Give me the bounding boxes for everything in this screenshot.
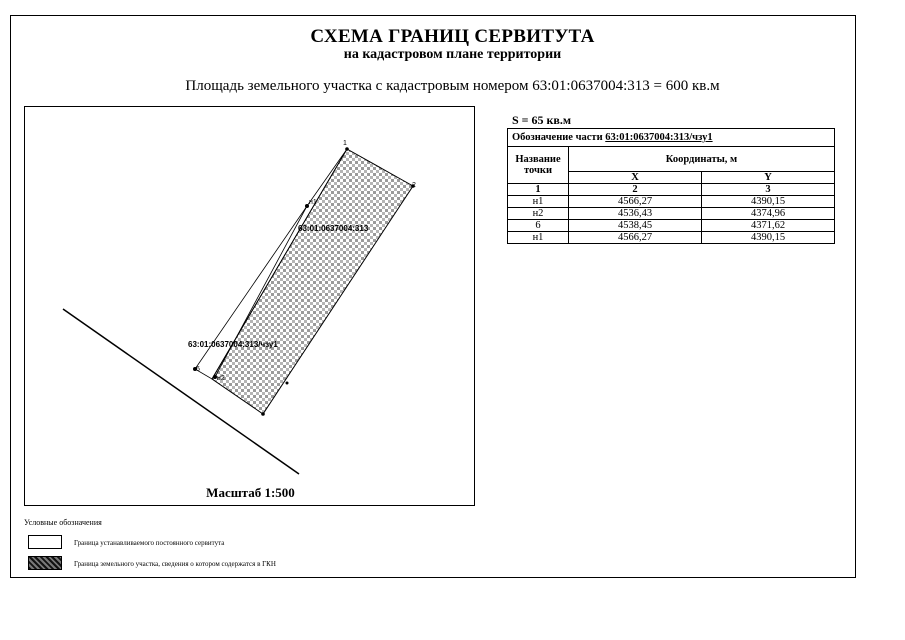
legend-swatch-servitude xyxy=(28,535,62,549)
legend-item-parcel: Граница земельного участка, сведения о котором содержатся в ГКН xyxy=(74,560,276,568)
cell-x: 4538,45 xyxy=(569,220,702,232)
point-label-n2: н2 xyxy=(217,375,225,382)
cadastral-map xyxy=(24,106,475,506)
document-subtitle: на кадастровом плане территории xyxy=(343,47,562,62)
point-label-6: 6 xyxy=(196,366,200,373)
cell-x: 4566,27 xyxy=(569,196,702,208)
point-label-n1: н1 xyxy=(309,199,317,206)
table-header-row xyxy=(508,147,835,172)
cell-y: 4390,15 xyxy=(702,196,835,208)
col-header-coords: Координаты, м xyxy=(569,147,835,172)
parcel-polygon xyxy=(212,149,413,414)
point-label-2: 2 xyxy=(412,182,416,189)
table-row xyxy=(508,232,835,244)
cell-x: 4566,27 xyxy=(569,232,702,244)
caption-prefix: Обозначение части xyxy=(512,132,603,143)
parcel-cadastral-label: 63:01:0637004:313 xyxy=(298,224,369,233)
point-corner xyxy=(261,412,265,416)
point-1 xyxy=(345,147,349,151)
col-header-y: Y xyxy=(702,172,835,184)
cell-y: 4374,96 xyxy=(702,208,835,220)
legend-item-servitude: Граница устанавливаемого постоянного сервитута xyxy=(74,539,225,547)
cell-point: 6 xyxy=(508,220,569,232)
table-numbering-row xyxy=(508,184,835,196)
col-header-name: Название точки xyxy=(508,147,569,184)
servitude-area: S = 65 кв.м xyxy=(512,113,572,127)
servitude-cadastral-label: 63:01:0637004:313/чзу1 xyxy=(188,340,278,349)
table-row xyxy=(508,220,835,232)
col-num-1: 1 xyxy=(508,184,569,196)
cell-y: 4371,62 xyxy=(702,220,835,232)
point-label-1: 1 xyxy=(343,140,347,147)
table-row xyxy=(508,196,835,208)
document-title: СХЕМА ГРАНИЦ СЕРВИТУТА xyxy=(310,26,595,47)
caption-id: 63:01:0637004:313/чзу1 xyxy=(605,132,713,143)
col-num-2: 2 xyxy=(569,184,702,196)
cell-x: 4536,43 xyxy=(569,208,702,220)
cell-y: 4390,15 xyxy=(702,232,835,244)
legend-title: Условные обозначения xyxy=(24,518,102,527)
point-corner-2 xyxy=(286,382,289,385)
legend-swatch-parcel xyxy=(28,556,62,570)
map-drawing xyxy=(25,107,476,507)
coordinates-table xyxy=(507,128,835,244)
cell-point: н2 xyxy=(508,208,569,220)
map-scale: Масштаб 1:500 xyxy=(206,485,295,500)
table-caption-row xyxy=(508,129,835,147)
col-num-3: 3 xyxy=(702,184,835,196)
table-row xyxy=(508,208,835,220)
cell-point: н1 xyxy=(508,232,569,244)
parcel-area-line: Площадь земельного участка с кадастровым номером 63:01:0637004:313 = 600 кв.м xyxy=(185,78,720,94)
table-caption xyxy=(508,129,835,147)
cell-point: н1 xyxy=(508,196,569,208)
col-header-x: X xyxy=(569,172,702,184)
